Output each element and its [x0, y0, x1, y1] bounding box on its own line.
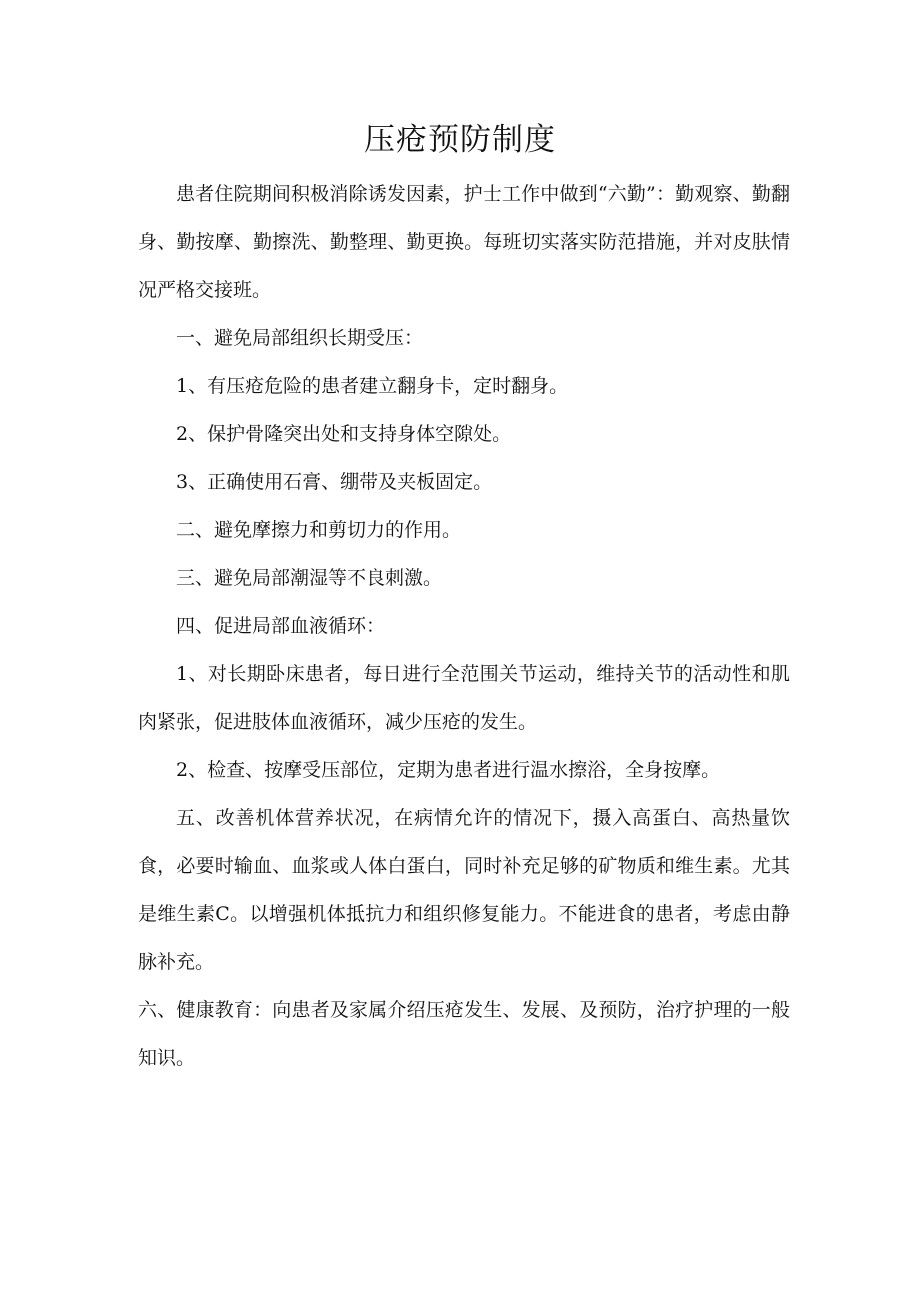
section-5-paragraph: 五、改善机体营养状况，在病情允许的情况下，摄入高蛋白、高热量饮食，必要时输血、血浆或人体白蛋白，同时补充足够的矿物质和维生素。尤其是维生素C。以增强机体抵抗力和组织修复能力。不能进食的患者，考虑由静脉补充。: [138, 807, 790, 973]
section-4-item-1: 1、对长期卧床患者，每日进行全范围关节运动，维持关节的活动性和肌肉紧张，促进肢体血液循环，减少压疮的发生。: [138, 663, 790, 733]
section-6-paragraph: 六、健康教育：向患者及家属介绍压疮发生、发展、及预防，治疗护理的一般知识。: [138, 999, 790, 1069]
document-title: 压疮预防制度: [364, 122, 556, 158]
intro-paragraph: 患者住院期间积极消除诱发因素，护士工作中做到“六勤”：勤观察、勤翻身、勤按摩、勤擦洗、勤整理、勤更换。每班切实落实防范措施，并对皮肤情况严格交接班。: [138, 183, 790, 301]
section-3-heading: 三、避免局部潮湿等不良刺激。: [176, 567, 443, 589]
section-2-heading: 二、避免摩擦力和剪切力的作用。: [176, 519, 462, 541]
section-1-item-3: 3、正确使用石膏、绷带及夹板固定。: [176, 471, 493, 493]
section-1-heading: 一、避免局部组织长期受压：: [176, 327, 424, 349]
section-4-item-2: 2、检查、按摩受压部位，定期为患者进行温水擦浴，全身按摩。: [176, 759, 721, 781]
document-body: [138, 170, 790, 1082]
section-4-heading: 四、促进局部血液循环：: [176, 615, 386, 637]
section-1-item-2: 2、保护骨隆突出处和支持身体空隙处。: [176, 423, 512, 445]
section-1-item-1: 1、有压疮危险的患者建立翻身卡，定时翻身。: [176, 375, 569, 397]
